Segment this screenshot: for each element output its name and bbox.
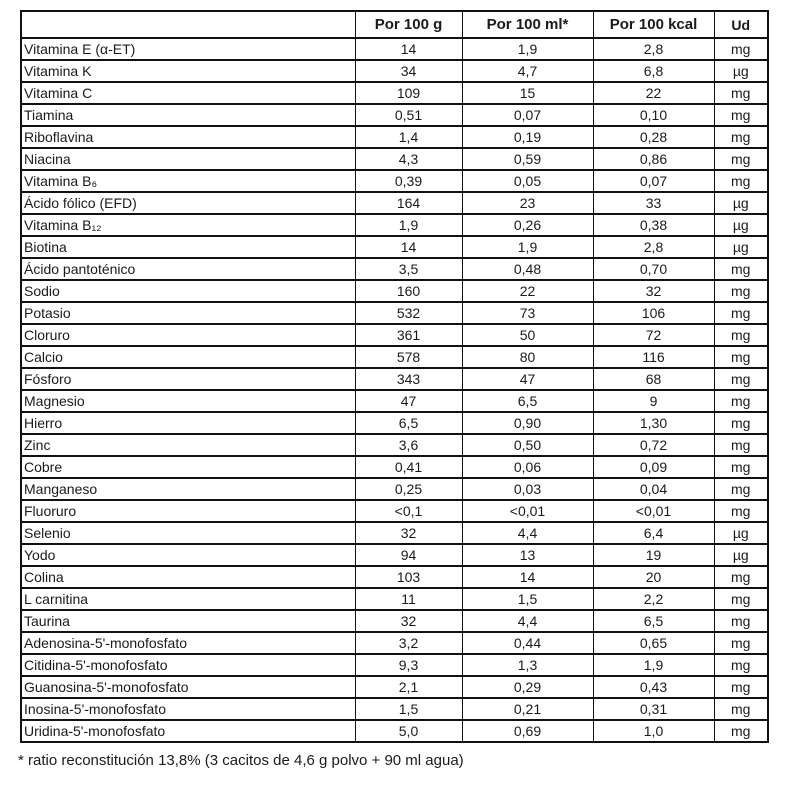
unit-cell: µg — [714, 236, 768, 258]
nutrient-name-cell: Zinc — [21, 434, 355, 456]
per-100g-cell: 0,51 — [355, 104, 462, 126]
column-header-per-100kcal: Por 100 kcal — [593, 11, 714, 38]
per-100kcal-cell: 0,28 — [593, 126, 714, 148]
table-row — [21, 346, 768, 368]
unit-cell: mg — [714, 676, 768, 698]
nutrient-name-cell: Biotina — [21, 236, 355, 258]
per-100g-cell: 109 — [355, 82, 462, 104]
per-100kcal-cell: 19 — [593, 544, 714, 566]
per-100g-cell: 1,5 — [355, 698, 462, 720]
per-100ml-cell: 15 — [462, 82, 593, 104]
unit-cell: µg — [714, 544, 768, 566]
per-100ml-cell: <0,01 — [462, 500, 593, 522]
per-100g-cell: 0,39 — [355, 170, 462, 192]
nutrient-name-cell: Niacina — [21, 148, 355, 170]
table-row — [21, 478, 768, 500]
per-100g-cell: 14 — [355, 38, 462, 60]
per-100kcal-cell: 1,0 — [593, 720, 714, 742]
per-100g-cell: 361 — [355, 324, 462, 346]
nutrient-name-cell: Riboflavina — [21, 126, 355, 148]
table-row — [21, 522, 768, 544]
table-row — [21, 368, 768, 390]
per-100ml-cell: 80 — [462, 346, 593, 368]
per-100kcal-cell: 0,04 — [593, 478, 714, 500]
per-100g-cell: 2,1 — [355, 676, 462, 698]
per-100ml-cell: 0,50 — [462, 434, 593, 456]
table-row — [21, 302, 768, 324]
nutrient-name-cell: Yodo — [21, 544, 355, 566]
unit-cell: mg — [714, 412, 768, 434]
per-100kcal-cell: 32 — [593, 280, 714, 302]
per-100kcal-cell: 0,70 — [593, 258, 714, 280]
table-row — [21, 544, 768, 566]
per-100kcal-cell: 0,10 — [593, 104, 714, 126]
unit-cell: mg — [714, 170, 768, 192]
per-100ml-cell: 0,05 — [462, 170, 593, 192]
nutrient-name-cell: Fósforo — [21, 368, 355, 390]
column-header-unit: Ud — [714, 11, 768, 38]
per-100ml-cell: 0,29 — [462, 676, 593, 698]
per-100kcal-cell: 22 — [593, 82, 714, 104]
table-row — [21, 324, 768, 346]
per-100kcal-cell: 68 — [593, 368, 714, 390]
per-100g-cell: 4,3 — [355, 148, 462, 170]
per-100g-cell: 34 — [355, 60, 462, 82]
table-row — [21, 236, 768, 258]
per-100kcal-cell: 33 — [593, 192, 714, 214]
unit-cell: mg — [714, 82, 768, 104]
unit-cell: mg — [714, 368, 768, 390]
per-100g-cell: 11 — [355, 588, 462, 610]
per-100kcal-cell: 116 — [593, 346, 714, 368]
per-100ml-cell: 6,5 — [462, 390, 593, 412]
unit-cell: mg — [714, 346, 768, 368]
table-row — [21, 610, 768, 632]
nutrient-name-cell: Ácido fólico (EFD) — [21, 192, 355, 214]
per-100g-cell: <0,1 — [355, 500, 462, 522]
nutrient-name-cell: Cobre — [21, 456, 355, 478]
nutrient-name-cell: Vitamina B₁₂ — [21, 214, 355, 236]
nutrient-name-cell: Uridina-5'-monofosfato — [21, 720, 355, 742]
per-100ml-cell: 0,90 — [462, 412, 593, 434]
unit-cell: µg — [714, 522, 768, 544]
per-100kcal-cell: 0,72 — [593, 434, 714, 456]
nutrient-name-cell: Manganeso — [21, 478, 355, 500]
table-row — [21, 434, 768, 456]
unit-cell: mg — [714, 720, 768, 742]
column-header-empty — [21, 11, 355, 38]
per-100g-cell: 532 — [355, 302, 462, 324]
nutrient-name-cell: Citidina-5'-monofosfato — [21, 654, 355, 676]
per-100ml-cell: 1,3 — [462, 654, 593, 676]
unit-cell: mg — [714, 654, 768, 676]
per-100ml-cell: 14 — [462, 566, 593, 588]
table-row — [21, 654, 768, 676]
nutrient-name-cell: Inosina-5'-monofosfato — [21, 698, 355, 720]
per-100ml-cell: 13 — [462, 544, 593, 566]
table-row — [21, 588, 768, 610]
unit-cell: mg — [714, 126, 768, 148]
per-100g-cell: 164 — [355, 192, 462, 214]
unit-cell: mg — [714, 324, 768, 346]
per-100g-cell: 32 — [355, 522, 462, 544]
nutrition-table — [20, 10, 769, 743]
per-100ml-cell: 0,03 — [462, 478, 593, 500]
per-100kcal-cell: 0,43 — [593, 676, 714, 698]
table-row — [21, 148, 768, 170]
per-100ml-cell: 0,06 — [462, 456, 593, 478]
per-100kcal-cell: 0,31 — [593, 698, 714, 720]
per-100g-cell: 9,3 — [355, 654, 462, 676]
per-100kcal-cell: 0,38 — [593, 214, 714, 236]
per-100g-cell: 0,25 — [355, 478, 462, 500]
table-row — [21, 676, 768, 698]
nutrient-name-cell: Vitamina K — [21, 60, 355, 82]
nutrient-name-cell: Colina — [21, 566, 355, 588]
table-body — [21, 38, 768, 742]
per-100ml-cell: 4,7 — [462, 60, 593, 82]
unit-cell: mg — [714, 390, 768, 412]
table-row — [21, 500, 768, 522]
unit-cell: mg — [714, 456, 768, 478]
nutrient-name-cell: Sodio — [21, 280, 355, 302]
per-100g-cell: 103 — [355, 566, 462, 588]
table-row — [21, 126, 768, 148]
reconstitution-footnote: * ratio reconstitución 13,8% (3 cacitos de 4,6 g polvo + 90 ml agua) — [18, 752, 464, 769]
per-100kcal-cell: 0,09 — [593, 456, 714, 478]
per-100ml-cell: 22 — [462, 280, 593, 302]
unit-cell: µg — [714, 60, 768, 82]
table-row — [21, 104, 768, 126]
per-100ml-cell: 0,44 — [462, 632, 593, 654]
per-100kcal-cell: 1,30 — [593, 412, 714, 434]
unit-cell: mg — [714, 478, 768, 500]
per-100kcal-cell: <0,01 — [593, 500, 714, 522]
per-100g-cell: 578 — [355, 346, 462, 368]
per-100kcal-cell: 20 — [593, 566, 714, 588]
per-100ml-cell: 23 — [462, 192, 593, 214]
table-row — [21, 412, 768, 434]
per-100ml-cell: 50 — [462, 324, 593, 346]
per-100g-cell: 0,41 — [355, 456, 462, 478]
per-100g-cell: 160 — [355, 280, 462, 302]
nutrient-name-cell: Vitamina C — [21, 82, 355, 104]
table-row — [21, 60, 768, 82]
nutrient-name-cell: Vitamina E (α-ET) — [21, 38, 355, 60]
per-100ml-cell: 0,21 — [462, 698, 593, 720]
per-100kcal-cell: 72 — [593, 324, 714, 346]
unit-cell: mg — [714, 38, 768, 60]
unit-cell: µg — [714, 214, 768, 236]
per-100kcal-cell: 2,2 — [593, 588, 714, 610]
table-row — [21, 214, 768, 236]
per-100g-cell: 5,0 — [355, 720, 462, 742]
unit-cell: mg — [714, 566, 768, 588]
table-row — [21, 566, 768, 588]
per-100ml-cell: 1,9 — [462, 38, 593, 60]
nutrient-name-cell: Ácido pantoténico — [21, 258, 355, 280]
nutrient-name-cell: Selenio — [21, 522, 355, 544]
per-100g-cell: 47 — [355, 390, 462, 412]
per-100kcal-cell: 0,07 — [593, 170, 714, 192]
unit-cell: µg — [714, 192, 768, 214]
nutrient-name-cell: Taurina — [21, 610, 355, 632]
per-100kcal-cell: 1,9 — [593, 654, 714, 676]
unit-cell: mg — [714, 280, 768, 302]
nutrient-name-cell: Magnesio — [21, 390, 355, 412]
unit-cell: mg — [714, 302, 768, 324]
per-100ml-cell: 4,4 — [462, 610, 593, 632]
unit-cell: mg — [714, 104, 768, 126]
per-100ml-cell: 4,4 — [462, 522, 593, 544]
table-row — [21, 632, 768, 654]
per-100g-cell: 1,4 — [355, 126, 462, 148]
table-row — [21, 192, 768, 214]
per-100ml-cell: 0,19 — [462, 126, 593, 148]
per-100ml-cell: 1,5 — [462, 588, 593, 610]
nutrient-name-cell: Tiamina — [21, 104, 355, 126]
per-100ml-cell: 0,48 — [462, 258, 593, 280]
per-100g-cell: 32 — [355, 610, 462, 632]
nutrient-name-cell: Cloruro — [21, 324, 355, 346]
unit-cell: mg — [714, 698, 768, 720]
nutrient-name-cell: Potasio — [21, 302, 355, 324]
header-row — [21, 11, 768, 38]
per-100kcal-cell: 9 — [593, 390, 714, 412]
per-100g-cell: 14 — [355, 236, 462, 258]
per-100ml-cell: 0,69 — [462, 720, 593, 742]
per-100g-cell: 3,2 — [355, 632, 462, 654]
nutrient-name-cell: Adenosina-5'-monofosfato — [21, 632, 355, 654]
per-100g-cell: 3,5 — [355, 258, 462, 280]
per-100kcal-cell: 2,8 — [593, 236, 714, 258]
unit-cell: mg — [714, 500, 768, 522]
per-100g-cell: 6,5 — [355, 412, 462, 434]
per-100g-cell: 343 — [355, 368, 462, 390]
nutrient-name-cell: Hierro — [21, 412, 355, 434]
per-100ml-cell: 47 — [462, 368, 593, 390]
table-row — [21, 280, 768, 302]
table-row — [21, 258, 768, 280]
table-header — [21, 11, 768, 38]
table-row — [21, 720, 768, 742]
unit-cell: mg — [714, 588, 768, 610]
per-100ml-cell: 0,59 — [462, 148, 593, 170]
per-100kcal-cell: 6,8 — [593, 60, 714, 82]
per-100ml-cell: 73 — [462, 302, 593, 324]
per-100ml-cell: 1,9 — [462, 236, 593, 258]
unit-cell: mg — [714, 632, 768, 654]
nutrient-name-cell: Fluoruro — [21, 500, 355, 522]
unit-cell: mg — [714, 148, 768, 170]
column-header-per-100g: Por 100 g — [355, 11, 462, 38]
per-100g-cell: 3,6 — [355, 434, 462, 456]
table-row — [21, 456, 768, 478]
per-100kcal-cell: 0,65 — [593, 632, 714, 654]
table-row — [21, 82, 768, 104]
nutrient-name-cell: Guanosina-5'-monofosfato — [21, 676, 355, 698]
table-row — [21, 698, 768, 720]
unit-cell: mg — [714, 610, 768, 632]
table-row — [21, 390, 768, 412]
column-header-per-100ml: Por 100 ml* — [462, 11, 593, 38]
per-100kcal-cell: 2,8 — [593, 38, 714, 60]
per-100kcal-cell: 6,5 — [593, 610, 714, 632]
nutrient-name-cell: Vitamina B₆ — [21, 170, 355, 192]
nutrient-name-cell: L carnitina — [21, 588, 355, 610]
per-100ml-cell: 0,07 — [462, 104, 593, 126]
table-row — [21, 38, 768, 60]
unit-cell: mg — [714, 258, 768, 280]
per-100g-cell: 1,9 — [355, 214, 462, 236]
per-100kcal-cell: 0,86 — [593, 148, 714, 170]
per-100g-cell: 94 — [355, 544, 462, 566]
per-100ml-cell: 0,26 — [462, 214, 593, 236]
unit-cell: mg — [714, 434, 768, 456]
table-row — [21, 170, 768, 192]
per-100kcal-cell: 106 — [593, 302, 714, 324]
nutrient-name-cell: Calcio — [21, 346, 355, 368]
per-100kcal-cell: 6,4 — [593, 522, 714, 544]
